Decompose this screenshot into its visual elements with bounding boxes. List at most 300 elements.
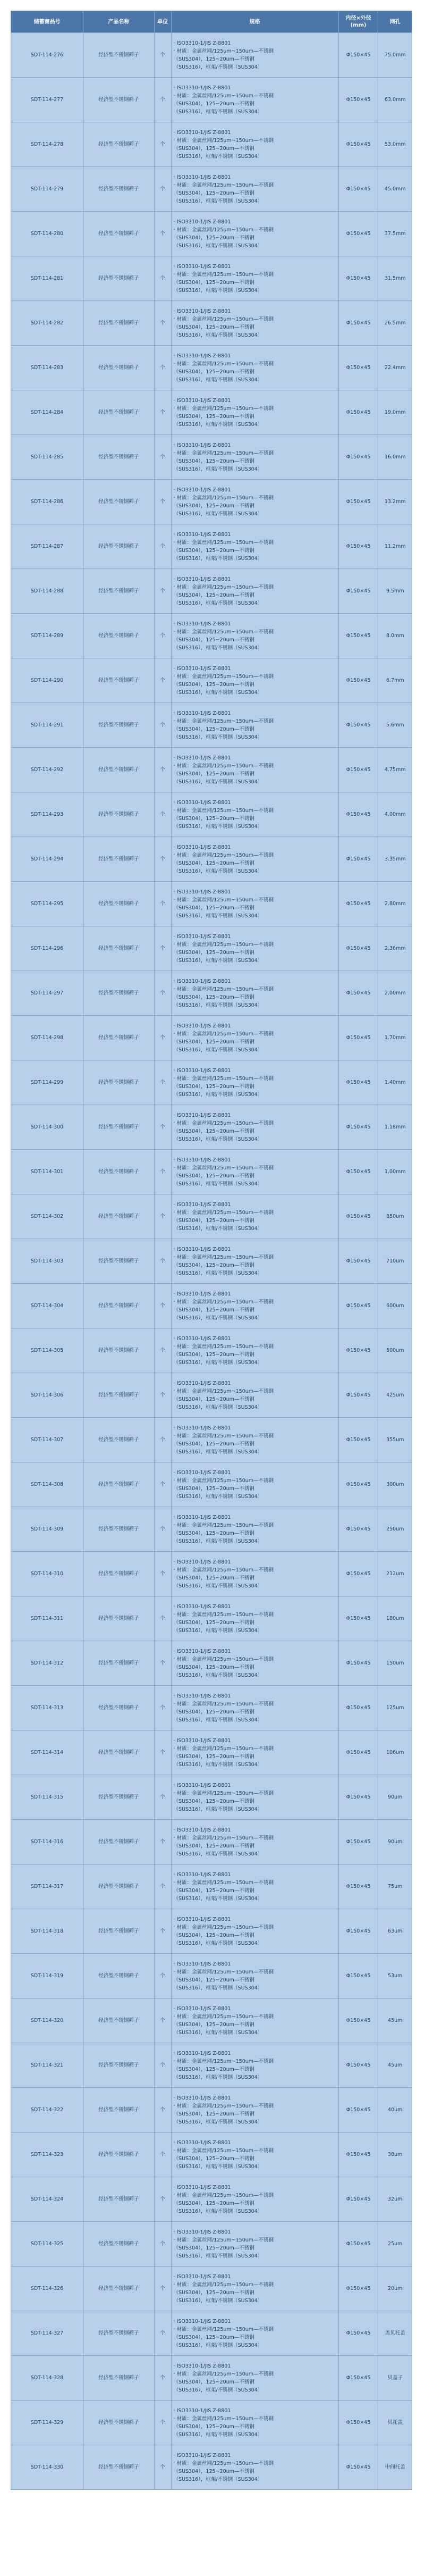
unit-cell: 个 bbox=[154, 390, 171, 435]
product-name-cell: 经济型不锈钢筛子 bbox=[83, 1686, 155, 1730]
spec-cell bbox=[171, 1418, 338, 1462]
spec-line: · 材质：金属丝网/125um~150um—不锈钢 bbox=[173, 1522, 274, 1528]
spec-line: · ISO3310-1/JIS Z-8801 bbox=[173, 174, 231, 180]
mesh-size-cell: 4.75mm bbox=[378, 748, 412, 792]
mesh-size-cell: 3.35mm bbox=[378, 837, 412, 882]
dimension-cell: Φ150×45 bbox=[338, 2132, 378, 2177]
spec-line: （SUS304），125~20um—不锈钢 bbox=[173, 681, 254, 688]
dimension-cell: Φ150×45 bbox=[338, 2266, 378, 2311]
dimension-cell: Φ150×45 bbox=[338, 926, 378, 971]
spec-line: （SUS316），框架/不锈钢（SUS304） bbox=[173, 2119, 263, 2125]
spec-line: （SUS316），框架/不锈钢（SUS304） bbox=[173, 600, 263, 606]
spec-cell bbox=[171, 1507, 338, 1552]
spec-line: （SUS304），125~20um—不锈钢 bbox=[173, 1128, 254, 1134]
product-code-cell: SDT-114-300 bbox=[11, 1105, 83, 1150]
table-row bbox=[11, 390, 412, 435]
unit-cell: 个 bbox=[154, 1864, 171, 1909]
product-name-cell: 经济型不锈钢筛子 bbox=[83, 2043, 155, 2088]
spec-line: · ISO3310-1/JIS Z-8801 bbox=[173, 2229, 231, 2235]
spec-cell bbox=[171, 1150, 338, 1194]
spec-line: · ISO3310-1/JIS Z-8801 bbox=[173, 1648, 231, 1654]
spec-line: （SUS316），框架/不锈钢（SUS304） bbox=[173, 645, 263, 651]
mesh-size-cell: 90um bbox=[378, 1775, 412, 1820]
product-code-cell: SDT-114-295 bbox=[11, 882, 83, 926]
spec-line: · ISO3310-1/JIS Z-8801 bbox=[173, 1737, 231, 1744]
spec-cell bbox=[171, 1552, 338, 1596]
dimension-cell: Φ150×45 bbox=[338, 167, 378, 212]
spec-line: （SUS316），框架/不锈钢（SUS304） bbox=[173, 2476, 263, 2482]
product-code-cell: SDT-114-308 bbox=[11, 1462, 83, 1507]
spec-line: · 材质：金属丝网/125um~150um—不锈钢 bbox=[173, 1031, 274, 1037]
table-row bbox=[11, 122, 412, 167]
table-row bbox=[11, 256, 412, 301]
mesh-size-cell: 26.5mm bbox=[378, 301, 412, 346]
unit-cell: 个 bbox=[154, 614, 171, 658]
spec-line: （SUS304），125~20um—不锈钢 bbox=[173, 949, 254, 956]
unit-cell: 个 bbox=[154, 122, 171, 167]
spec-line: （SUS316），框架/不锈钢（SUS304） bbox=[173, 466, 263, 472]
spec-line: （SUS304），125~20um—不锈钢 bbox=[173, 1396, 254, 1402]
mesh-size-cell: 5.6mm bbox=[378, 703, 412, 748]
spec-line: （SUS316），框架/不锈钢（SUS304） bbox=[173, 2074, 263, 2080]
product-name-cell: 经济型不锈钢筛子 bbox=[83, 2401, 155, 2445]
spec-line: · 材质：金属丝网/125um~150um—不锈钢 bbox=[173, 1701, 274, 1707]
spec-line: （SUS304），125~20um—不锈钢 bbox=[173, 1351, 254, 1358]
spec-line: （SUS304），125~20um—不锈钢 bbox=[173, 503, 254, 509]
spec-cell bbox=[171, 346, 338, 390]
unit-cell: 个 bbox=[154, 1998, 171, 2043]
product-name-cell: 经济型不锈钢筛子 bbox=[83, 1328, 155, 1373]
spec-line: （SUS316），框架/不锈钢（SUS304） bbox=[173, 1538, 263, 1544]
table-row bbox=[11, 792, 412, 837]
spec-line: · 材质：金属丝网/125um~150um—不锈钢 bbox=[173, 1835, 274, 1841]
table-row bbox=[11, 971, 412, 1016]
dimension-cell: Φ150×45 bbox=[338, 1730, 378, 1775]
product-name-cell: 经济型不锈钢筛子 bbox=[83, 1016, 155, 1060]
spec-line: （SUS316），框架/不锈钢（SUS304） bbox=[173, 1627, 263, 1634]
mesh-size-cell: 180um bbox=[378, 1596, 412, 1641]
product-name-cell: 经济型不锈钢筛子 bbox=[83, 1820, 155, 1864]
spec-line: · ISO3310-1/JIS Z-8801 bbox=[173, 1871, 231, 1878]
spec-line: · 材质：金属丝网/125um~150um—不锈钢 bbox=[173, 986, 274, 992]
product-name-cell: 经济型不锈钢筛子 bbox=[83, 1909, 155, 1954]
unit-cell: 个 bbox=[154, 971, 171, 1016]
spec-line: （SUS304），125~20um—不锈钢 bbox=[173, 771, 254, 777]
unit-cell: 个 bbox=[154, 1552, 171, 1596]
spec-line: · ISO3310-1/JIS Z-8801 bbox=[173, 2363, 231, 2369]
spec-line: · 材质：金属丝网/125um~150um—不锈钢 bbox=[173, 539, 274, 546]
product-name-cell: 经济型不锈钢筛子 bbox=[83, 1998, 155, 2043]
product-code-cell: SDT-114-290 bbox=[11, 658, 83, 703]
product-name-cell: 经济型不锈钢筛子 bbox=[83, 926, 155, 971]
product-name-cell: 经济型不锈钢筛子 bbox=[83, 1462, 155, 1507]
mesh-size-cell: 1.70mm bbox=[378, 1016, 412, 1060]
table-row bbox=[11, 1686, 412, 1730]
table-row bbox=[11, 1954, 412, 1998]
table-row bbox=[11, 1998, 412, 2043]
product-code-cell: SDT-114-276 bbox=[11, 33, 83, 78]
unit-cell: 个 bbox=[154, 2401, 171, 2445]
product-code-cell: SDT-114-294 bbox=[11, 837, 83, 882]
product-name-cell: 经济型不锈钢筛子 bbox=[83, 882, 155, 926]
spec-line: （SUS304），125~20um—不锈钢 bbox=[173, 2200, 254, 2206]
spec-line: · ISO3310-1/JIS Z-8801 bbox=[173, 621, 231, 627]
product-name-cell: 经济型不锈钢筛子 bbox=[83, 167, 155, 212]
table-row bbox=[11, 33, 412, 78]
spec-cell bbox=[171, 256, 338, 301]
spec-line: （SUS304），125~20um—不锈钢 bbox=[173, 1262, 254, 1268]
spec-line: （SUS316），框架/不锈钢（SUS304） bbox=[173, 1315, 263, 1321]
unit-cell: 个 bbox=[154, 2266, 171, 2311]
mesh-size-cell: 20um bbox=[378, 2266, 412, 2311]
spec-line: （SUS316），框架/不锈钢（SUS304） bbox=[173, 1985, 263, 1991]
spec-line: · 材质：金属丝网/125um~150um—不锈钢 bbox=[173, 2147, 274, 2154]
spec-line: · 材质：金属丝网/125um~150um—不锈钢 bbox=[173, 1120, 274, 1126]
spec-line: · ISO3310-1/JIS Z-8801 bbox=[173, 487, 231, 493]
spec-line: · 材质：金属丝网/125um~150um—不锈钢 bbox=[173, 2371, 274, 2377]
spec-line: （SUS304），125~20um—不锈钢 bbox=[173, 815, 254, 822]
dimension-cell: Φ150×45 bbox=[338, 346, 378, 390]
spec-line: （SUS304），125~20um—不锈钢 bbox=[173, 235, 254, 241]
table-row bbox=[11, 2401, 412, 2445]
spec-line: （SUS316），框架/不锈钢（SUS304） bbox=[173, 1359, 263, 1366]
spec-line: · ISO3310-1/JIS Z-8801 bbox=[173, 263, 231, 270]
spec-line: （SUS304），125~20um—不锈钢 bbox=[173, 2021, 254, 2028]
spec-line: · 材质：金属丝网/125um~150um—不锈钢 bbox=[173, 2192, 274, 2198]
product-code-cell: SDT-114-283 bbox=[11, 346, 83, 390]
spec-cell bbox=[171, 1686, 338, 1730]
unit-cell: 个 bbox=[154, 2088, 171, 2132]
table-row bbox=[11, 1284, 412, 1328]
spec-line: · ISO3310-1/JIS Z-8801 bbox=[173, 85, 231, 91]
table-row bbox=[11, 658, 412, 703]
product-name-cell: 经济型不锈钢筛子 bbox=[83, 1641, 155, 1686]
product-code-cell: SDT-114-307 bbox=[11, 1418, 83, 1462]
table-row bbox=[11, 2311, 412, 2356]
spec-line: · ISO3310-1/JIS Z-8801 bbox=[173, 40, 231, 46]
mesh-size-cell: 106um bbox=[378, 1730, 412, 1775]
spec-line: （SUS304），125~20um—不锈钢 bbox=[173, 637, 254, 643]
product-code-cell: SDT-114-320 bbox=[11, 1998, 83, 2043]
spec-line: （SUS304），125~20um—不锈钢 bbox=[173, 905, 254, 911]
product-name-cell: 经济型不锈钢筛子 bbox=[83, 78, 155, 122]
unit-cell: 个 bbox=[154, 2311, 171, 2356]
spec-cell bbox=[171, 524, 338, 569]
spec-line: （SUS316），框架/不锈钢（SUS304） bbox=[173, 421, 263, 428]
spec-line: （SUS304），125~20um—不锈钢 bbox=[173, 1485, 254, 1492]
spec-line: · ISO3310-1/JIS Z-8801 bbox=[173, 2407, 231, 2414]
spec-cell bbox=[171, 1998, 338, 2043]
unit-cell: 个 bbox=[154, 658, 171, 703]
spec-cell bbox=[171, 122, 338, 167]
table-row bbox=[11, 1194, 412, 1239]
dimension-cell: Φ150×45 bbox=[338, 1954, 378, 1998]
spec-line: · ISO3310-1/JIS Z-8801 bbox=[173, 1469, 231, 1476]
product-name-cell: 经济型不锈钢筛子 bbox=[83, 1730, 155, 1775]
dimension-cell: Φ150×45 bbox=[338, 480, 378, 524]
table-row bbox=[11, 524, 412, 569]
table-row bbox=[11, 2043, 412, 2088]
mesh-size-cell: 1.40mm bbox=[378, 1060, 412, 1105]
mesh-size-cell: 600um bbox=[378, 1284, 412, 1328]
spec-line: （SUS316），框架/不锈钢（SUS304） bbox=[173, 1181, 263, 1187]
table-row bbox=[11, 1462, 412, 1507]
product-name-cell: 经济型不锈钢筛子 bbox=[83, 480, 155, 524]
spec-line: · ISO3310-1/JIS Z-8801 bbox=[173, 1916, 231, 1922]
spec-line: （SUS304），125~20um—不锈钢 bbox=[173, 324, 254, 330]
spec-line: · ISO3310-1/JIS Z-8801 bbox=[173, 1201, 231, 1208]
table-header bbox=[11, 11, 412, 33]
mesh-size-cell: 贝盖子 bbox=[378, 2356, 412, 2401]
spec-line: · 材质：金属丝网/125um~150um—不锈钢 bbox=[173, 1477, 274, 1484]
dimension-cell: Φ150×45 bbox=[338, 882, 378, 926]
product-name-cell: 经济型不锈钢筛子 bbox=[83, 837, 155, 882]
product-name-cell: 经济型不锈钢筛子 bbox=[83, 33, 155, 78]
product-code-cell: SDT-114-287 bbox=[11, 524, 83, 569]
mesh-size-cell: 500um bbox=[378, 1328, 412, 1373]
table-row bbox=[11, 1016, 412, 1060]
dimension-cell: Φ150×45 bbox=[338, 1016, 378, 1060]
spec-line: · 材质：金属丝网/125um~150um—不锈钢 bbox=[173, 1879, 274, 1886]
product-code-cell: SDT-114-310 bbox=[11, 1552, 83, 1596]
spec-line: （SUS304），125~20um—不锈钢 bbox=[173, 1173, 254, 1179]
spec-line: · 材质：金属丝网/125um~150um—不锈钢 bbox=[173, 2415, 274, 2422]
unit-cell: 个 bbox=[154, 1730, 171, 1775]
spec-cell bbox=[171, 435, 338, 480]
spec-line: · 材质：金属丝网/125um~150um—不锈钢 bbox=[173, 584, 274, 590]
table-row bbox=[11, 301, 412, 346]
spec-line: （SUS316），框架/不锈钢（SUS304） bbox=[173, 1449, 263, 1455]
column-header-mesh: 网孔 bbox=[378, 11, 412, 33]
spec-line: · 材质：金属丝网/125um~150um—不锈钢 bbox=[173, 718, 274, 724]
unit-cell: 个 bbox=[154, 1328, 171, 1373]
spec-line: · ISO3310-1/JIS Z-8801 bbox=[173, 1335, 231, 1342]
product-code-cell: SDT-114-328 bbox=[11, 2356, 83, 2401]
table-row bbox=[11, 2266, 412, 2311]
spec-line: （SUS304），125~20um—不锈钢 bbox=[173, 1664, 254, 1670]
unit-cell: 个 bbox=[154, 346, 171, 390]
spec-line: · ISO3310-1/JIS Z-8801 bbox=[173, 353, 231, 359]
unit-cell: 个 bbox=[154, 1194, 171, 1239]
spec-line: （SUS316），框架/不锈钢（SUS304） bbox=[173, 1404, 263, 1410]
product-name-cell: 经济型不锈钢筛子 bbox=[83, 792, 155, 837]
spec-line: · 材质：金属丝网/125um~150um—不锈钢 bbox=[173, 1299, 274, 1305]
mesh-size-cell: 212um bbox=[378, 1552, 412, 1596]
unit-cell: 个 bbox=[154, 480, 171, 524]
spec-line: · ISO3310-1/JIS Z-8801 bbox=[173, 799, 231, 806]
spec-line: （SUS316），框架/不锈钢（SUS304） bbox=[173, 287, 263, 294]
spec-line: （SUS304），125~20um—不锈钢 bbox=[173, 547, 254, 554]
spec-line: （SUS304），125~20um—不锈钢 bbox=[173, 2379, 254, 2385]
spec-line: （SUS304），125~20um—不锈钢 bbox=[173, 592, 254, 598]
spec-line: （SUS316），框架/不锈钢（SUS304） bbox=[173, 1761, 263, 1768]
unit-cell: 个 bbox=[154, 1373, 171, 1418]
mesh-size-cell: 1.00mm bbox=[378, 1150, 412, 1194]
table-row bbox=[11, 480, 412, 524]
unit-cell: 个 bbox=[154, 2356, 171, 2401]
product-name-cell: 经济型不锈钢筛子 bbox=[83, 1194, 155, 1239]
spec-line: （SUS304），125~20um—不锈钢 bbox=[173, 1307, 254, 1313]
column-header-unit: 单位 bbox=[154, 11, 171, 33]
spec-line: · ISO3310-1/JIS Z-8801 bbox=[173, 1693, 231, 1699]
mesh-size-cell: 2.36mm bbox=[378, 926, 412, 971]
spec-line: （SUS304），125~20um—不锈钢 bbox=[173, 101, 254, 107]
dimension-cell: Φ150×45 bbox=[338, 1596, 378, 1641]
product-code-cell: SDT-114-279 bbox=[11, 167, 83, 212]
spec-line: （SUS304），125~20um—不锈钢 bbox=[173, 1977, 254, 1983]
spec-line: · 材质：金属丝网/125um~150um—不锈钢 bbox=[173, 1611, 274, 1618]
product-code-cell: SDT-114-284 bbox=[11, 390, 83, 435]
mesh-size-cell: 22.4mm bbox=[378, 346, 412, 390]
spec-line: （SUS304），125~20um—不锈钢 bbox=[173, 1709, 254, 1715]
table-row bbox=[11, 2132, 412, 2177]
dimension-cell: Φ150×45 bbox=[338, 435, 378, 480]
product-name-cell: 经济型不锈钢筛子 bbox=[83, 390, 155, 435]
product-name-cell: 经济型不锈钢筛子 bbox=[83, 212, 155, 256]
mesh-size-cell: 8.0mm bbox=[378, 614, 412, 658]
table-row bbox=[11, 2177, 412, 2222]
product-name-cell: 经济型不锈钢筛子 bbox=[83, 256, 155, 301]
mesh-size-cell: 38um bbox=[378, 2132, 412, 2177]
dimension-cell: Φ150×45 bbox=[338, 1284, 378, 1328]
mesh-size-cell: 53.0mm bbox=[378, 122, 412, 167]
spec-line: · ISO3310-1/JIS Z-8801 bbox=[173, 1112, 231, 1118]
spec-line: · 材质：金属丝网/125um~150um—不锈钢 bbox=[173, 673, 274, 680]
spec-line: · ISO3310-1/JIS Z-8801 bbox=[173, 2318, 231, 2324]
spec-line: · 材质：金属丝网/125um~150um—不锈钢 bbox=[173, 852, 274, 858]
spec-line: · ISO3310-1/JIS Z-8801 bbox=[173, 665, 231, 672]
spec-cell bbox=[171, 658, 338, 703]
dimension-cell: Φ150×45 bbox=[338, 658, 378, 703]
product-name-cell: 经济型不锈钢筛子 bbox=[83, 748, 155, 792]
spec-line: · 材质：金属丝网/125um~150um—不锈钢 bbox=[173, 450, 274, 456]
spec-cell bbox=[171, 212, 338, 256]
mesh-size-cell: 盖贝托盖 bbox=[378, 2311, 412, 2356]
spec-line: （SUS304），125~20um—不锈钢 bbox=[173, 726, 254, 732]
product-code-cell: SDT-114-313 bbox=[11, 1686, 83, 1730]
mesh-size-cell: 45.0mm bbox=[378, 167, 412, 212]
spec-line: · 材质：金属丝网/125um~150um—不锈钢 bbox=[173, 1745, 274, 1752]
table-row bbox=[11, 748, 412, 792]
mesh-size-cell: 850um bbox=[378, 1194, 412, 1239]
spec-line: （SUS304），125~20um—不锈钢 bbox=[173, 1932, 254, 1938]
spec-line: （SUS316），框架/不锈钢（SUS304） bbox=[173, 1672, 263, 1678]
spec-line: · ISO3310-1/JIS Z-8801 bbox=[173, 1961, 231, 1967]
spec-line: （SUS304），125~20um—不锈钢 bbox=[173, 1441, 254, 1447]
product-code-cell: SDT-114-297 bbox=[11, 971, 83, 1016]
table-row bbox=[11, 1105, 412, 1150]
spec-cell bbox=[171, 748, 338, 792]
spec-line: （SUS316），框架/不锈钢（SUS304） bbox=[173, 823, 263, 830]
spec-line: · 材质：金属丝网/125um~150um—不锈钢 bbox=[173, 2326, 274, 2332]
unit-cell: 个 bbox=[154, 1284, 171, 1328]
spec-cell bbox=[171, 1239, 338, 1284]
product-name-cell: 经济型不锈钢筛子 bbox=[83, 2266, 155, 2311]
spec-line: · 材质：金属丝网/125um~150um—不锈钢 bbox=[173, 897, 274, 903]
product-code-cell: SDT-114-302 bbox=[11, 1194, 83, 1239]
mesh-size-cell: 25um bbox=[378, 2222, 412, 2266]
product-name-cell: 经济型不锈钢筛子 bbox=[83, 1596, 155, 1641]
spec-line: （SUS304），125~20um—不锈钢 bbox=[173, 1619, 254, 1626]
spec-cell bbox=[171, 1775, 338, 1820]
mesh-size-cell: 中间托盖 bbox=[378, 2445, 412, 2490]
dimension-cell: Φ150×45 bbox=[338, 2311, 378, 2356]
dimension-cell: Φ150×45 bbox=[338, 122, 378, 167]
table-row bbox=[11, 614, 412, 658]
product-name-cell: 经济型不锈钢筛子 bbox=[83, 703, 155, 748]
dimension-cell: Φ150×45 bbox=[338, 1373, 378, 1418]
unit-cell: 个 bbox=[154, 212, 171, 256]
spec-line: · 材质：金属丝网/125um~150um—不锈钢 bbox=[173, 1790, 274, 1796]
product-name-cell: 经济型不锈钢筛子 bbox=[83, 1105, 155, 1150]
product-code-cell: SDT-114-296 bbox=[11, 926, 83, 971]
product-code-cell: SDT-114-280 bbox=[11, 212, 83, 256]
dimension-cell: Φ150×45 bbox=[338, 1641, 378, 1686]
spec-line: · 材质：金属丝网/125um~150um—不锈钢 bbox=[173, 137, 274, 144]
mesh-size-cell: 63.0mm bbox=[378, 78, 412, 122]
product-name-cell: 经济型不锈钢筛子 bbox=[83, 1418, 155, 1462]
unit-cell: 个 bbox=[154, 256, 171, 301]
product-code-cell: SDT-114-326 bbox=[11, 2266, 83, 2311]
product-name-cell: 经济型不锈钢筛子 bbox=[83, 1373, 155, 1418]
spec-line: · ISO3310-1/JIS Z-8801 bbox=[173, 442, 231, 448]
product-name-cell: 经济型不锈钢筛子 bbox=[83, 1060, 155, 1105]
spec-line: · ISO3310-1/JIS Z-8801 bbox=[173, 308, 231, 314]
product-code-cell: SDT-114-327 bbox=[11, 2311, 83, 2356]
spec-cell bbox=[171, 1954, 338, 1998]
unit-cell: 个 bbox=[154, 2222, 171, 2266]
spec-line: （SUS316），框架/不锈钢（SUS304） bbox=[173, 1002, 263, 1008]
spec-line: · 材质：金属丝网/125um~150um—不锈钢 bbox=[173, 405, 274, 412]
spec-line: · ISO3310-1/JIS Z-8801 bbox=[173, 129, 231, 136]
mesh-size-cell: 13.2mm bbox=[378, 480, 412, 524]
spec-cell bbox=[171, 301, 338, 346]
unit-cell: 个 bbox=[154, 1239, 171, 1284]
mesh-size-cell: 40um bbox=[378, 2088, 412, 2132]
product-code-cell: SDT-114-329 bbox=[11, 2401, 83, 2445]
spec-cell bbox=[171, 390, 338, 435]
product-code-cell: SDT-114-315 bbox=[11, 1775, 83, 1820]
spec-cell bbox=[171, 2132, 338, 2177]
spec-cell bbox=[171, 2222, 338, 2266]
dimension-cell: Φ150×45 bbox=[338, 1328, 378, 1373]
spec-line: · 材质：金属丝网/125um~150um—不锈钢 bbox=[173, 629, 274, 635]
spec-line: · ISO3310-1/JIS Z-8801 bbox=[173, 1380, 231, 1386]
table-row bbox=[11, 1820, 412, 1864]
spec-line: · 材质：金属丝网/125um~150um—不锈钢 bbox=[173, 763, 274, 769]
product-name-cell: 经济型不锈钢筛子 bbox=[83, 1775, 155, 1820]
spec-line: · 材质：金属丝网/125um~150um—不锈钢 bbox=[173, 1969, 274, 1975]
spec-line: （SUS316），框架/不锈钢（SUS304） bbox=[173, 1940, 263, 1946]
product-code-cell: SDT-114-301 bbox=[11, 1150, 83, 1194]
spec-line: · ISO3310-1/JIS Z-8801 bbox=[173, 1157, 231, 1163]
dimension-cell: Φ150×45 bbox=[338, 703, 378, 748]
spec-line: （SUS304），125~20um—不锈钢 bbox=[173, 1887, 254, 1894]
product-code-cell: SDT-114-289 bbox=[11, 614, 83, 658]
mesh-size-cell: 37.5mm bbox=[378, 212, 412, 256]
spec-line: （SUS316），框架/不锈钢（SUS304） bbox=[173, 1806, 263, 1812]
unit-cell: 个 bbox=[154, 792, 171, 837]
spec-cell bbox=[171, 614, 338, 658]
product-name-cell: 经济型不锈钢筛子 bbox=[83, 2088, 155, 2132]
spec-line: （SUS316），框架/不锈钢（SUS304） bbox=[173, 779, 263, 785]
spec-line: （SUS316），框架/不锈钢（SUS304） bbox=[173, 1091, 263, 1098]
dimension-cell: Φ150×45 bbox=[338, 614, 378, 658]
dimension-cell: Φ150×45 bbox=[338, 2222, 378, 2266]
spec-line: · ISO3310-1/JIS Z-8801 bbox=[173, 531, 231, 538]
spec-cell bbox=[171, 480, 338, 524]
spec-line: （SUS316），框架/不锈钢（SUS304） bbox=[173, 2163, 263, 2170]
